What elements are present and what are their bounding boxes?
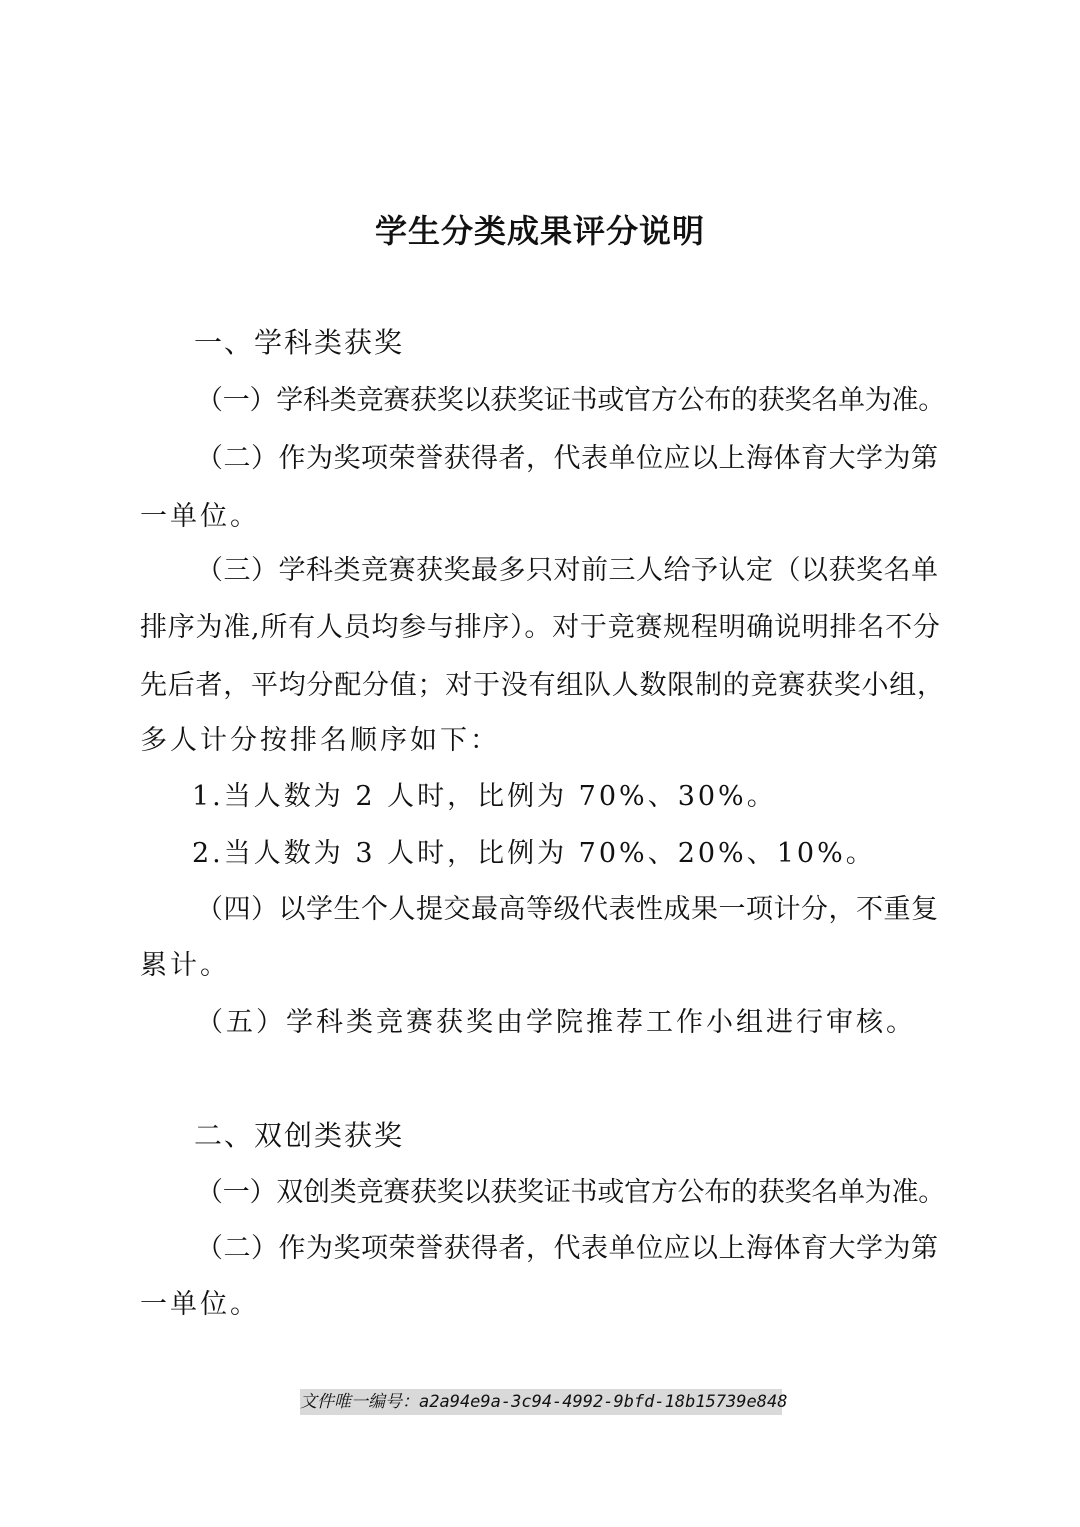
list-item-2: 2.当人数为 3 人时，比例为 70%、20%、10%。 bbox=[192, 838, 876, 869]
section-heading-2: 二、双创类获奖 bbox=[194, 1119, 405, 1152]
section-heading-1: 一、学科类获奖 bbox=[194, 326, 405, 359]
document-id-footer: 文件唯一编号：a2a94e9a-3c94-4992-9bfd-18b15739e848 bbox=[300, 1389, 782, 1415]
paragraph-1-2-line2: 一单位。 bbox=[140, 501, 260, 532]
paragraph-1-5: （五）学科类竞赛获奖由学院推荐工作小组进行审核。 bbox=[196, 1007, 916, 1038]
paragraph-2-2-line1: （二）作为奖项荣誉获得者，代表单位应以上海体育大学为第 bbox=[196, 1233, 939, 1264]
list-item-1: 1.当人数为 2 人时，比例为 70%、30%。 bbox=[192, 781, 777, 812]
paragraph-1-4-line2: 累计。 bbox=[140, 950, 230, 981]
paragraph-1-3-line2: 排序为准,所有人员均参与排序）。对于竞赛规程明确说明排名不分 bbox=[140, 612, 941, 643]
paragraph-1-3-line4: 多人计分按排名顺序如下： bbox=[140, 725, 500, 756]
paragraph-1-2-line1: （二）作为奖项荣誉获得者，代表单位应以上海体育大学为第 bbox=[196, 443, 939, 474]
paragraph-2-1: （一）双创类竞赛获奖以获奖证书或官方公布的获奖名单为准。 bbox=[196, 1177, 945, 1208]
page-title: 学生分类成果评分说明 bbox=[374, 212, 705, 250]
paragraph-1-1: （一）学科类竞赛获奖以获奖证书或官方公布的获奖名单为准。 bbox=[196, 385, 945, 416]
paragraph-1-4-line1: （四）以学生个人提交最高等级代表性成果一项计分，不重复 bbox=[196, 894, 939, 925]
paragraph-1-3-line3: 先后者，平均分配分值；对于没有组队人数限制的竞赛获奖小组， bbox=[140, 670, 945, 701]
paragraph-1-3-line1: （三）学科类竞赛获奖最多只对前三人给予认定（以获奖名单 bbox=[196, 555, 939, 586]
paragraph-2-2-line2: 一单位。 bbox=[140, 1289, 260, 1320]
